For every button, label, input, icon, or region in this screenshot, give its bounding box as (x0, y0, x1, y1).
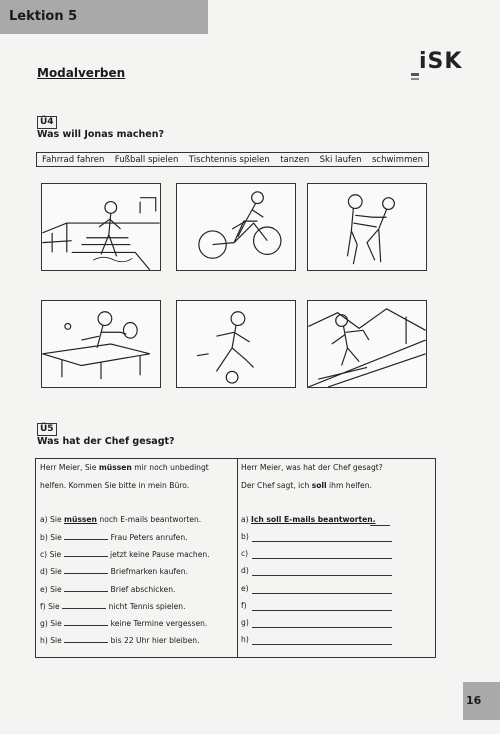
answer-line[interactable] (252, 558, 392, 559)
exercise-table (35, 458, 436, 658)
answer-line[interactable] (252, 541, 392, 542)
lesson-label: Lektion 5 (9, 9, 78, 24)
exercise-item-left: d) Sie Briefmarken kaufen. (40, 567, 188, 577)
answer-line[interactable] (252, 610, 392, 611)
word-item: Tischtennis spielen (188, 154, 270, 165)
example-sentence-right: a) Ich soll E-mails beantworten. (241, 515, 376, 524)
reported-answer: Der Chef sagt, ich soll ihm helfen. (241, 481, 372, 490)
lesson-header-bar (0, 0, 208, 34)
boss-statement-line-2: helfen. Kommen Sie bitte in mein Büro. (40, 481, 190, 490)
exercise-item-left: g) Sie keine Termine vergessen. (40, 619, 208, 628)
gap-blank[interactable] (64, 635, 108, 643)
word-item: schwimmen (371, 154, 423, 165)
exercise-question-u5: Was hat der Chef gesagt? (37, 436, 175, 447)
exercise-item-right: d) (241, 566, 249, 576)
exercise-item-right: c) (241, 549, 249, 559)
gap-blank[interactable] (64, 549, 108, 557)
exercise-item-left: b) Sie Frau Peters anrufen. (40, 533, 188, 542)
exercise-number-u5: Ü5 (37, 423, 57, 436)
page-number-tab (463, 682, 500, 720)
swimming-pool-picture (41, 183, 161, 271)
exercise-item-left: f) Sie nicht Tennis spielen. (40, 601, 186, 611)
exercise-item-right: g) (241, 618, 249, 627)
gap-blank[interactable] (62, 601, 106, 609)
page-title: Modalverben (37, 66, 126, 80)
gap-blank[interactable] (64, 584, 108, 592)
answer-line[interactable] (252, 644, 392, 645)
colleague-question: Herr Meier, was hat der Chef gesagt? (241, 463, 383, 472)
isk-logo: iSK (411, 51, 471, 83)
example-sentence-left: a) Sie müssen noch E-mails beantworten. (40, 515, 202, 524)
answer-line[interactable] (252, 593, 392, 594)
cycling-picture (176, 183, 296, 271)
word-item: Ski laufen (319, 154, 362, 165)
word-item: Fahrrad fahren (42, 154, 105, 165)
answer-line[interactable] (252, 575, 392, 576)
dancing-picture (307, 183, 427, 271)
page-number: 16 (466, 694, 482, 707)
gap-blank[interactable] (64, 618, 108, 626)
table-tennis-picture (41, 300, 161, 388)
exercise-item-right: f) (241, 600, 247, 610)
exercise-number-u4: Ü4 (37, 116, 57, 129)
exercise-item-right: b) (241, 532, 249, 541)
exercise-question-u4: Was will Jonas machen? (37, 129, 164, 140)
boss-statement-line-1: Herr Meier, Sie müssen mir noch unbedingt (40, 463, 209, 472)
football-picture (176, 300, 296, 388)
gap-blank[interactable] (64, 532, 108, 540)
word-box (36, 152, 429, 167)
word-item: tanzen (280, 154, 310, 165)
answer-line[interactable] (252, 627, 392, 628)
exercise-item-left: c) Sie jetzt keine Pause machen. (40, 550, 210, 560)
word-item: Fußball spielen (114, 154, 179, 165)
exercise-item-right: e) (241, 583, 249, 593)
skiing-picture (307, 300, 427, 388)
exercise-item-left: h) Sie bis 22 Uhr hier bleiben. (40, 636, 200, 646)
exercise-item-left: e) Sie Brief abschicken. (40, 584, 176, 594)
exercise-item-right: h) (241, 635, 249, 645)
gap-blank[interactable] (64, 566, 108, 574)
